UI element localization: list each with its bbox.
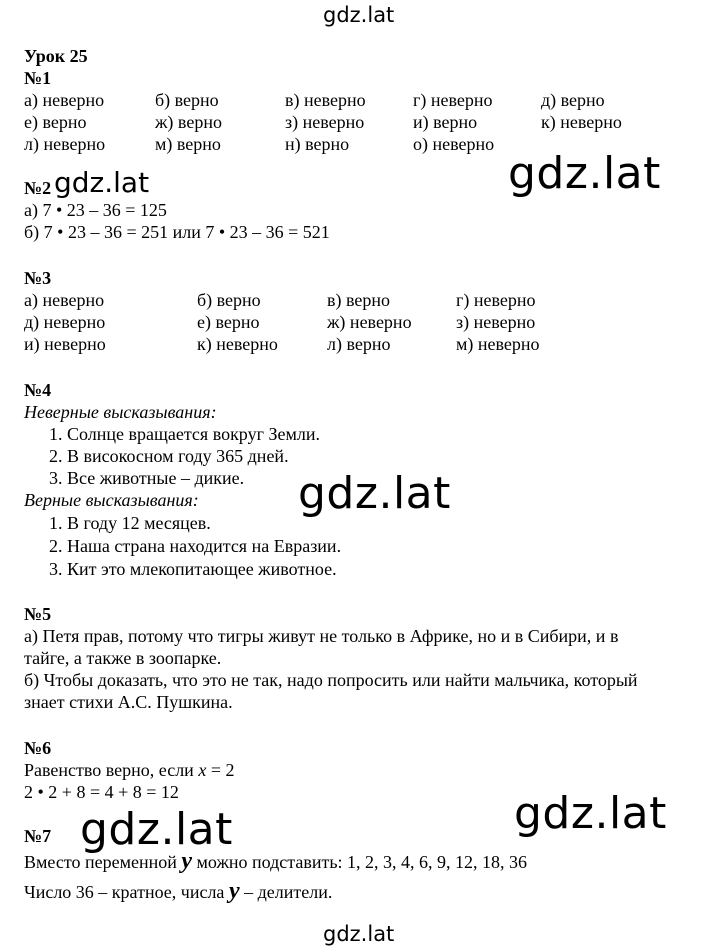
lesson-title: Урок 25 — [24, 46, 88, 66]
answer-cell: б) верно — [197, 290, 261, 310]
watermark-right-2: gdz.lat — [514, 788, 667, 839]
false-statements-label: Неверные высказывания: — [24, 402, 217, 422]
answer-cell: д) верно — [541, 90, 605, 110]
task-5-line: знает стихи А.С. Пушкина. — [24, 692, 233, 712]
task-6-text: Равенство верно, если — [24, 760, 199, 780]
task-2-heading: №2 — [24, 178, 52, 198]
answer-cell: м) неверно — [456, 334, 540, 354]
task-5-line: а) Петя прав, потому что тигры живут не только в Африке, но и в Сибири, и в — [24, 626, 619, 646]
answer-cell: а) неверно — [24, 290, 105, 310]
task-6-line-1 — [24, 759, 234, 781]
watermark-left: gdz.lat — [80, 804, 233, 855]
task-7-text: – делители. — [239, 882, 333, 902]
task-6-line-2: 2 • 2 + 8 = 4 + 8 = 12 — [24, 782, 179, 802]
list-item: 1. В году 12 месяцев. — [49, 513, 211, 533]
answer-cell: в) неверно — [285, 90, 366, 110]
answer-cell: з) неверно — [285, 112, 365, 132]
task-2-line-b: б) 7 • 23 – 36 = 251 или 7 • 23 – 36 = 521 — [24, 222, 330, 242]
answer-cell: к) неверно — [541, 112, 622, 132]
task-6-text: = 2 — [206, 760, 235, 780]
answer-cell: е) верно — [24, 112, 87, 132]
task-5-line: тайге, а также в зоопарке. — [24, 648, 222, 668]
watermark-center: gdz.lat — [298, 468, 451, 519]
watermark-top: gdz.lat — [323, 3, 395, 27]
list-item: 3. Кит это млекопитающее животное. — [49, 559, 337, 579]
answer-cell: е) верно — [197, 312, 260, 332]
answer-cell: м) верно — [155, 134, 221, 154]
watermark-inline: gdz.lat — [54, 166, 150, 199]
watermark-bottom: gdz.lat — [323, 922, 395, 946]
list-item: 3. Все животные – дикие. — [49, 468, 245, 488]
answer-cell: н) верно — [285, 134, 350, 154]
task-2-line-a: а) 7 • 23 – 36 = 125 — [24, 200, 167, 220]
answer-cell: г) неверно — [413, 90, 493, 110]
task-1-heading: №1 — [24, 68, 52, 88]
task-3-heading: №3 — [24, 268, 52, 288]
true-statements-label: Верные высказывания: — [24, 490, 199, 510]
variable-y: y — [228, 878, 240, 904]
answer-cell: б) верно — [155, 90, 219, 110]
answer-cell: ж) неверно — [327, 312, 412, 332]
variable-y: y — [181, 848, 192, 874]
answer-cell: л) верно — [327, 334, 391, 354]
answer-cell: л) неверно — [24, 134, 106, 154]
answer-cell: и) верно — [413, 112, 478, 132]
answer-cell: г) неверно — [456, 290, 536, 310]
answer-cell: о) неверно — [413, 134, 495, 154]
task-7-line-2 — [24, 880, 332, 903]
answer-cell: д) неверно — [24, 312, 106, 332]
task-7-text: Число 36 – кратное, числа — [24, 882, 229, 902]
variable-x: x — [198, 760, 207, 780]
answer-cell: и) неверно — [24, 334, 106, 354]
task-5-heading: №5 — [24, 604, 52, 624]
list-item: 1. Солнце вращается вокруг Земли. — [49, 424, 320, 444]
task-7-text: Вместо переменной — [24, 852, 182, 872]
list-item: 2. Наша страна находится на Евразии. — [49, 536, 342, 556]
task-6-heading: №6 — [24, 738, 52, 758]
task-5-line: б) Чтобы доказать, что это не так, надо попросить или найти мальчика, который — [24, 670, 638, 690]
task-7-line-1 — [24, 850, 527, 873]
answer-cell: ж) верно — [155, 112, 222, 132]
task-7-text: можно подставить: 1, 2, 3, 4, 6, 9, 12, 18, 36 — [192, 852, 528, 872]
task-4-heading: №4 — [24, 380, 52, 400]
answer-cell: в) верно — [327, 290, 391, 310]
answer-cell: к) неверно — [197, 334, 278, 354]
answer-cell: а) неверно — [24, 90, 105, 110]
task-7-heading: №7 — [24, 826, 52, 846]
list-item: 2. В високосном году 365 дней. — [49, 446, 289, 466]
answer-cell: з) неверно — [456, 312, 536, 332]
watermark-right-1: gdz.lat — [508, 148, 661, 199]
